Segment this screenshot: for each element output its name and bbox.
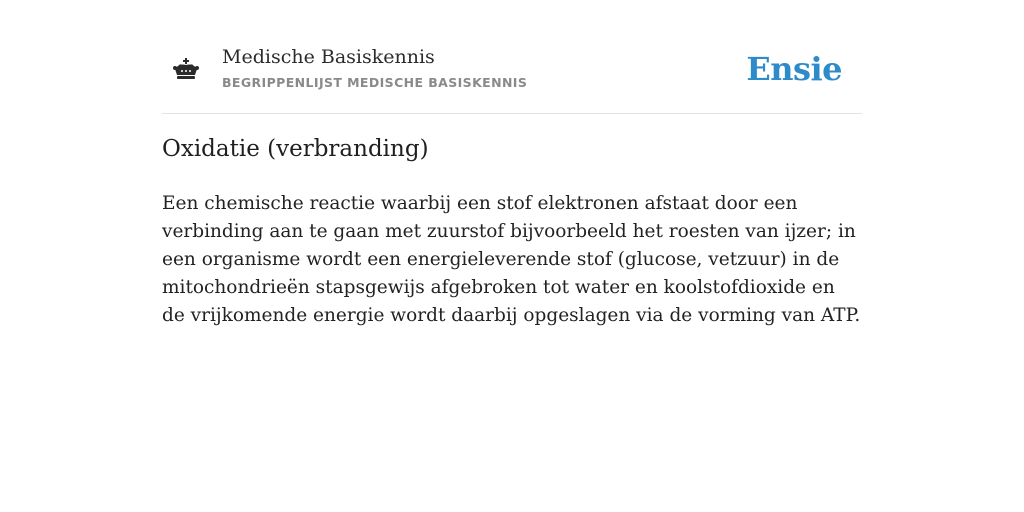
site-subtitle: BEGRIPPENLIJST MEDISCHE BASISKENNIS — [222, 75, 528, 90]
site-title[interactable]: Medische Basiskennis — [222, 46, 435, 68]
header — [162, 40, 862, 114]
term-definition: Een chemische reactie waarbij een stof elektronen afstaat door een verbinding aan te gaan met zuurstof bijvoorbeeld het roesten van ijzer; in een organisme wordt een energieleverende stof (glucose, vetzuur) in de mitochondrieën stapsgewijs afgebroken tot water en koolstofdioxide en de vrijkomende energie wordt daarbij opgeslagen via de vorming van ATP. — [162, 193, 861, 326]
term-title: Oxidatie (verbranding) — [162, 136, 429, 162]
crown-icon — [172, 56, 200, 84]
brand-logo-link[interactable]: Ensie — [746, 50, 842, 88]
